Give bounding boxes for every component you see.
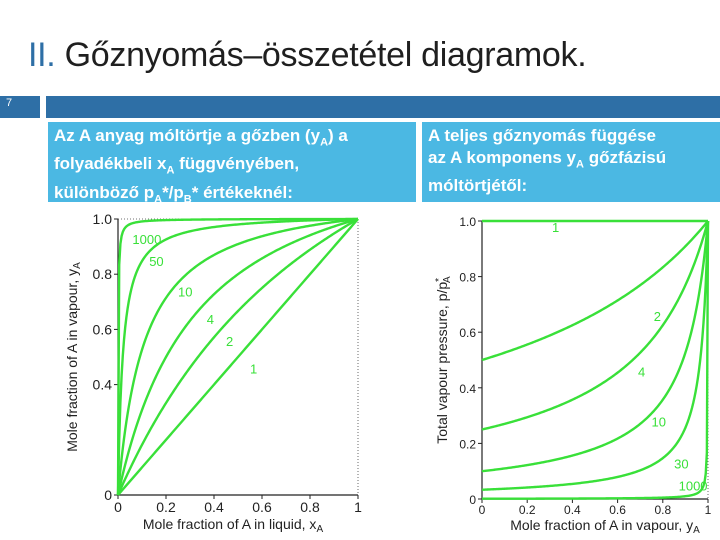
right-caption-line3: móltörtjétől: <box>428 176 528 196</box>
right-curve-label-1: 1 <box>552 220 560 236</box>
left-x-tick-label: 0.6 <box>252 499 272 515</box>
right-y-axis-label-sup: * <box>434 277 445 282</box>
left-x-axis-label: Mole fraction of A in liquid, $x_A$ <box>142 516 324 535</box>
right-x-tick-label: 1 <box>704 503 712 517</box>
left-y-tick-label: 1.0 <box>92 211 112 227</box>
right-x-tick-label: 0.8 <box>654 503 672 517</box>
right-x-axis-label: Mole fraction of A in vapour, $y_A$ <box>510 517 700 536</box>
title-text: Gőznyomás–összetétel diagramok. <box>64 36 587 74</box>
left-y-axis-label-sub: A <box>72 262 83 269</box>
right-x-tick-label: 0.2 <box>518 503 536 517</box>
left-x-tick-label: 0.4 <box>204 499 224 515</box>
right-series-line-2 <box>482 221 708 360</box>
right-curve-label-4: 4 <box>637 364 646 380</box>
right-y-axis-label-sub: A <box>442 276 453 283</box>
left-y-tick-label: 0.6 <box>92 321 112 338</box>
right-series-line-4 <box>482 221 708 430</box>
right-curve-label-1000: 1000 <box>678 478 708 494</box>
title-number: II. <box>28 36 56 74</box>
left-curve-label-50: 50 <box>149 253 164 269</box>
right-y-tick-label: 0.8 <box>459 270 476 285</box>
right-curve-label-30: 30 <box>674 456 689 472</box>
left-caption-line3: különböző $p_A*/p_B*$ értékeknél: <box>54 182 293 206</box>
left-curve-label-10: 10 <box>178 284 193 300</box>
right-curve-label-10: 10 <box>651 414 666 430</box>
right-curve-label-2: 2 <box>653 309 661 325</box>
left-curve-label-2: 2 <box>226 333 234 349</box>
right-y-tick-label: 0.4 <box>459 381 476 396</box>
right-y-tick-label: 0.2 <box>459 437 476 452</box>
left-y-tick-label: 0.8 <box>92 266 112 283</box>
left-y-tick-label: 0.4 <box>92 376 112 393</box>
right-x-axis-label-sub: A <box>693 525 700 536</box>
left-y-tick-label: 0 <box>104 487 112 503</box>
right-x-tick-label: 0 <box>478 503 486 517</box>
left-x-tick-label: 0.8 <box>300 499 320 515</box>
left-x-tick-label: 0 <box>114 499 122 515</box>
page-number: 7 <box>6 97 13 109</box>
right-y-tick-label: 0.6 <box>459 326 476 341</box>
left-x-tick-label: 1 <box>354 499 362 515</box>
right-y-tick-label: 0 <box>469 493 476 507</box>
right-caption-line2: az A komponens $y_A$ gőzfázisú <box>428 148 667 171</box>
left-x-tick-label: 0.2 <box>156 499 176 515</box>
right-x-tick-label: 0.6 <box>609 503 626 517</box>
right-x-tick-label: 0.4 <box>564 503 581 517</box>
right-caption-line1: A teljes gőznyomás függése <box>428 126 656 145</box>
left-caption-line1: Az A anyag móltörtje a gőzben $(y_A)$ a <box>54 126 348 149</box>
left-curve-label-1000: 1000 <box>132 231 162 247</box>
right-y-tick-label: 1.0 <box>459 215 476 229</box>
left-caption-line2: folyadékbeli $x_A$ függvényében, <box>54 154 300 177</box>
right-y-axis-label: Total vapour pressure, p/p*A <box>434 276 453 444</box>
left-curve-label-1: 1 <box>250 361 258 377</box>
left-x-axis-label-sub: A <box>316 524 324 535</box>
left-curve-label-4: 4 <box>206 311 215 327</box>
left-y-axis-label: Mole fraction of A in vapour, $y_A$ <box>64 262 83 452</box>
